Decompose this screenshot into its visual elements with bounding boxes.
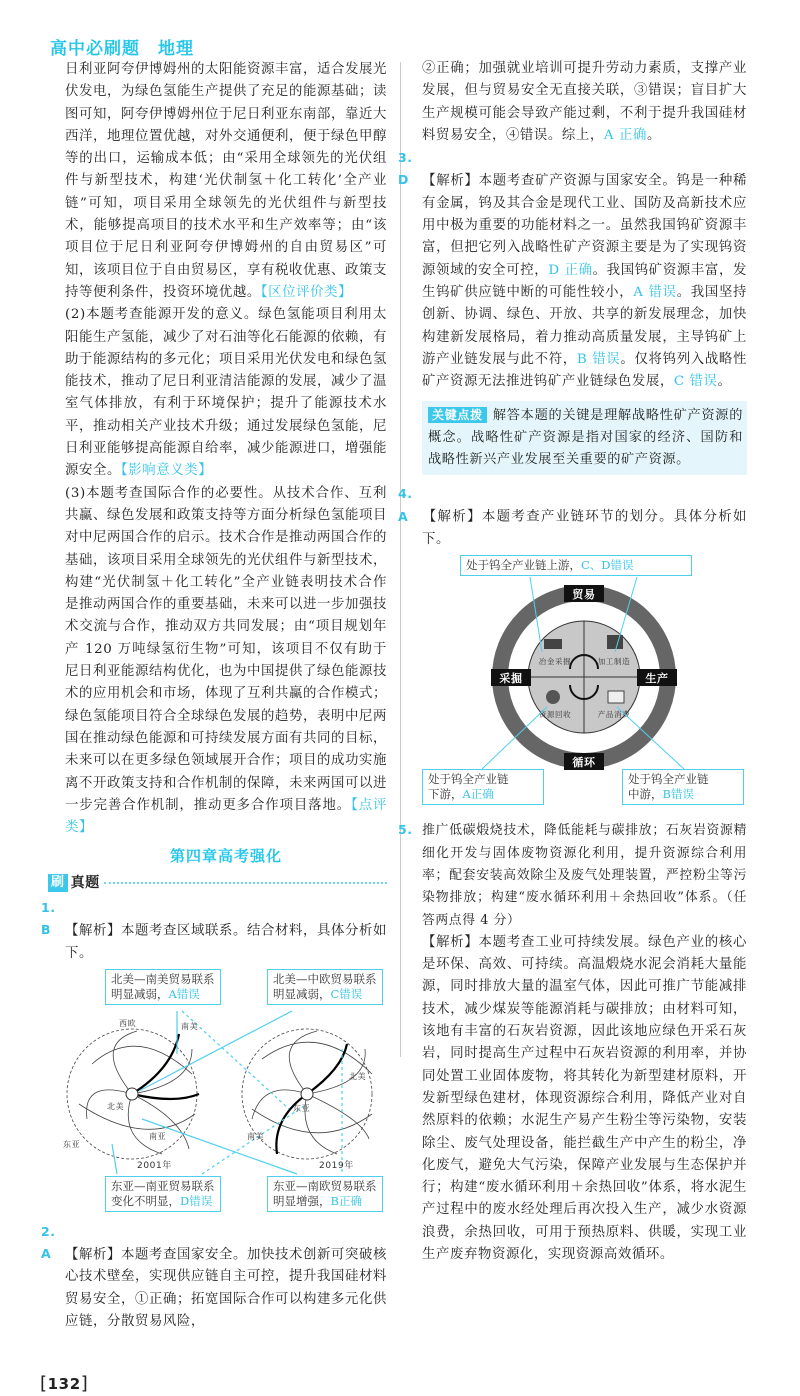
section-heading xyxy=(48,872,387,894)
annotation-line: 下游， xyxy=(428,787,463,802)
text-segment: 日利亚阿夸伊博姆州的太阳能资源丰富，适合发展光伏发电，为绿色氢能生产提供了充足的能源基础；读图可知，阿夸伊博姆州位于尼日利亚东南部，靠近大西洋，地理位置优越，对外交通便利，便于绿色甲醇等的出口，运输成本低；由“采用全球领先的光伏组件与新型技术，构建‘光伏制氢＋化工转化’全产业链”可知，项目采用全球领先的光伏组件与新型技术，能够提高项目的技术水平和生产效率等；由“该项目位于尼日利亚阿夸伊博姆州的自由贸易区”可知，该项目位于自由贸易区，享有税收优惠、政策支持等便利条件，投资环境优越。 xyxy=(65,62,387,300)
annotation-line: 北美—中欧贸易联系 xyxy=(273,971,377,986)
annotation-box xyxy=(105,1176,221,1212)
key-tip-text: 解答本题的关键是理解战略性矿产资源的概念。战略性矿产资源是指对国家的经济、国防和战略性新兴产业发展至关重要的矿产资源。 xyxy=(428,408,743,468)
question-3 xyxy=(398,147,748,393)
annotation-verdict: C错误 xyxy=(330,986,363,1001)
question-4 xyxy=(398,483,747,551)
quadrant-label: 产品消费 xyxy=(597,710,631,720)
annotation-line: 东亚—南欧贸易联系 xyxy=(273,1178,377,1193)
annotation-line: 北美—南美贸易联系 xyxy=(111,971,215,986)
map-label: 东亚 xyxy=(293,1103,311,1113)
annotation-line: 处于钨全产业链 xyxy=(428,772,509,787)
question-1 xyxy=(41,897,387,965)
ring-label-production: 生产 xyxy=(645,672,669,686)
annotation-box xyxy=(105,969,221,1005)
text-segment: 。 xyxy=(647,127,661,143)
question-text: 【解析】本题考查国家安全。加快技术创新可突破核心技术壁垒，实现供应链自主可控，提升我国硅材料贸易安全，①正确；拓宽国际合作可以构建多元化供应链，分散贸易风险， xyxy=(65,1247,387,1330)
text-segment: 。仅将钨列入战略性矿产资源无法推进钨矿产业链绿色发展， xyxy=(422,351,747,390)
highlighted-verdict: 【点评类】 xyxy=(65,797,387,836)
key-tip-tag: 关键点拨 xyxy=(428,407,487,423)
map-label: 北美 xyxy=(107,1101,125,1111)
map-label: 北美 xyxy=(349,1071,367,1081)
text-segment: (2)本题考查能源开发的意义。绿色氢能项目利用太阳能生产氢能，减少了对石油等化石能源的依赖，有助于能源结构的多元化；项目采用光伏发电和绿色氢能技术，推动了尼日利亚清洁能源的发展，减少了温室气体排放，有利于环境保护；提升了能源技术水平，推动相关产业技术升级；通过发展绿色氢能，尼日利亚能够提高能源自给率，减少能源进口，增强能源安全。 xyxy=(65,307,387,479)
factory-icon xyxy=(607,635,623,649)
ring-label-mining: 采掘 xyxy=(499,672,523,686)
key-tip-box xyxy=(422,401,747,475)
annotation-box xyxy=(267,969,383,1005)
question-number: 5. xyxy=(398,822,413,838)
column-divider xyxy=(400,62,401,1057)
highlighted-verdict: C 错误 xyxy=(673,374,718,390)
page-number-value: 132 xyxy=(47,1375,81,1394)
paragraph-significance xyxy=(65,304,387,482)
annotation-verdict: B正确 xyxy=(330,1193,362,1208)
year-label-2019: 2019年 xyxy=(319,1160,354,1171)
highlighted-verdict: A 正确 xyxy=(603,127,647,143)
paragraph-q2-cont xyxy=(422,58,747,147)
section-label: 真题 xyxy=(70,874,100,891)
annotation-box xyxy=(460,555,692,576)
annotation-line: 明显增强， xyxy=(273,1193,331,1208)
map-label: 南美 xyxy=(247,1131,265,1141)
industry-chain-ring xyxy=(422,555,742,805)
question-number: 3. D xyxy=(398,150,413,188)
annotation-line: 东亚—南亚贸易联系 xyxy=(111,1178,215,1193)
annotation-verdict: A错误 xyxy=(168,986,200,1001)
analysis-text: 【解析】本题考查工业可持续发展。绿色产业的核心是环保、高效、可持续。高温煅烧水泥会消耗大量能源，同时排放大量的温室气体，因此可推广节能减排技术，减少煤炭等能源消耗与碳排放；由材料可知，该地有丰富的石灰岩资源，因此该地应绿色开采石灰岩，同时提高生产过程中石灰岩资源的利用率，并协同处置工业固体废物，将其转化为新型建材原料，开发新型绿色建材，体现资源综合利用，降低产业对自然原料的依赖；水泥生产易产生粉尘等污染物，安装除尘、废气处理设备，能拦截生产中产生的粉尘，净化废气，避免大气污染，保障产业发展与生态保护并行；构建“废水循环利用＋余热回收”体系，将水泥生产过程中的废水经处理后再次投入生产，减少水资源浪费，余热回收，可用于预热原料、供暖，实现工业生产废弃物资源化，实现资源高效循环。 xyxy=(422,934,747,1262)
annotation-box xyxy=(267,1176,383,1212)
annotation-verdict: B错误 xyxy=(662,787,694,802)
text-segment: 【解析】本题考查矿产资源与国家安全。钨是一种稀有金属，钨及其合金是现代工业、国防及高新技术应用中极为重要的功能材料之一。虽然我国钨矿资源丰富，但把它列入战略性矿产资源主要是为了实现钨资源领域的安全可控， xyxy=(422,173,747,278)
annotation-line: 处于钨全产业链上游， xyxy=(466,558,581,573)
quadrant-label: 加工制造 xyxy=(597,657,631,667)
annotation-box xyxy=(422,769,544,805)
annotation-line: 中游， xyxy=(628,787,663,802)
question-number: 1. B xyxy=(41,899,56,938)
recycling-icon xyxy=(546,690,560,704)
question-text: 【解析】本题考查区域联系。结合材料，具体分析如下。 xyxy=(65,923,387,961)
trade-network-figure xyxy=(57,969,387,1217)
ring-label-recycling: 循环 xyxy=(572,756,596,770)
annotation-line: 处于钨全产业链 xyxy=(628,772,709,787)
text-segment: ②正确；加强就业培训可提升劳动力素质，支撑产业发展，但与贸易安全无直接关联，③错误；盲目扩大生产规模可能会导致产能过剩，不利于提升我国硅材料贸易安全，④错误。综上， xyxy=(422,61,747,143)
highlighted-verdict: D 正确 xyxy=(548,262,593,278)
question-2 xyxy=(41,1221,387,1333)
highlighted-verdict: B 错误 xyxy=(576,351,621,367)
highlighted-verdict: 【影响意义类】 xyxy=(120,463,213,479)
question-text: 【解析】本题考查产业链环节的划分。具体分析如下。 xyxy=(422,509,747,548)
book-header-title: 高中必刷题 地理 xyxy=(50,39,194,59)
text-segment: (3)本题考查国际合作的必要性。从技术合作、互利共赢、绿色发展和政策支持等方面分析绿色氢能项目对中尼两国合作的启示。技术合作是推动两国合作的基础，该项目采用全球领先的光伏组件与新型技术，构建“光伏制氢＋化工转化”全产业链表明技术合作是推动两国合作的重要基础，未来可以进一步加强技术交流与合作，推动双方共同发展；由“项目规划年产 120 万吨绿氢衍生物”可知，该项目不仅有助于尼日利亚能源结构优化，也为中国提供了绿色能源技术的应用机会和市场，体现了互利共赢的合作模式；绿色氢能项目符合全球绿色发展的趋势，表明中尼两国在推动绿色能源和可持续发展方面有共同的目标，未来可以在更多绿色领域展开合作；项目的成功实施离不开政策支持和合作机制的保障，未来两国可以进一步完善合作机制，推动更多合作项目落地。 xyxy=(65,485,387,813)
quadrant-label: 资源回收 xyxy=(538,710,572,720)
right-column xyxy=(398,58,748,1266)
year-label-2001: 2001年 xyxy=(137,1160,172,1171)
text-segment: 。我国坚持创新、协调、绿色、开放、共享的新发展理念，加快构建新发展格局，着力推动高质量发展，主导钨矿上游产业链发展与此不符， xyxy=(422,284,748,367)
question-number: 2. A xyxy=(41,1223,56,1262)
paragraph-location-evaluation xyxy=(65,59,387,304)
left-column xyxy=(40,59,387,1396)
page-number: [132] xyxy=(40,1373,89,1395)
answer-text: 推广低碳煅烧技术，降低能耗与碳排放；石灰岩资源精细化开发与固体废物资源化利用，提升资源综合利用率；配套安装高效除尘及废气处理装置，严控粉尘等污染物排放；构建“废水循环利用＋余热回收”体系。（任答两点得 4 分） xyxy=(422,823,747,928)
text-segment: 。 xyxy=(717,374,732,390)
annotation-verdict: D错误 xyxy=(180,1193,213,1208)
section-badge: 刷 xyxy=(48,874,68,892)
industry-chain-figure xyxy=(422,555,742,805)
map-label: 南美 xyxy=(181,1021,199,1031)
text-segment: 。我国钨矿资源丰富，发生钨矿供应链中断的可能性较小， xyxy=(422,262,747,300)
highlighted-verdict: 【区位评价类】 xyxy=(260,284,353,300)
annotation-line: 明显减弱， xyxy=(111,986,169,1001)
chapter-title: 第四章高考强化 xyxy=(169,847,282,866)
annotation-line: 明显减弱， xyxy=(273,986,331,1001)
map-label: 西欧 xyxy=(119,1018,137,1028)
annotation-line: 变化不明显， xyxy=(111,1193,180,1208)
highlighted-verdict: A 错误 xyxy=(633,284,677,300)
question-text xyxy=(422,173,747,389)
product-box-icon xyxy=(608,691,624,703)
question-number: 4. A xyxy=(398,486,413,524)
question-5-answer xyxy=(398,819,747,931)
dotted-divider xyxy=(104,882,387,884)
excavator-icon xyxy=(544,639,562,649)
map-label: 南亚 xyxy=(149,1131,167,1141)
annotation-verdict: A正确 xyxy=(462,787,494,802)
ring-label-trade: 贸易 xyxy=(572,588,596,602)
map-label: 东亚 xyxy=(63,1139,81,1149)
quadrant-label: 冶金采掘 xyxy=(538,657,572,667)
annotation-verdict: C、D错误 xyxy=(581,558,634,573)
annotation-box xyxy=(622,769,744,805)
paragraph-cooperation xyxy=(65,483,387,840)
